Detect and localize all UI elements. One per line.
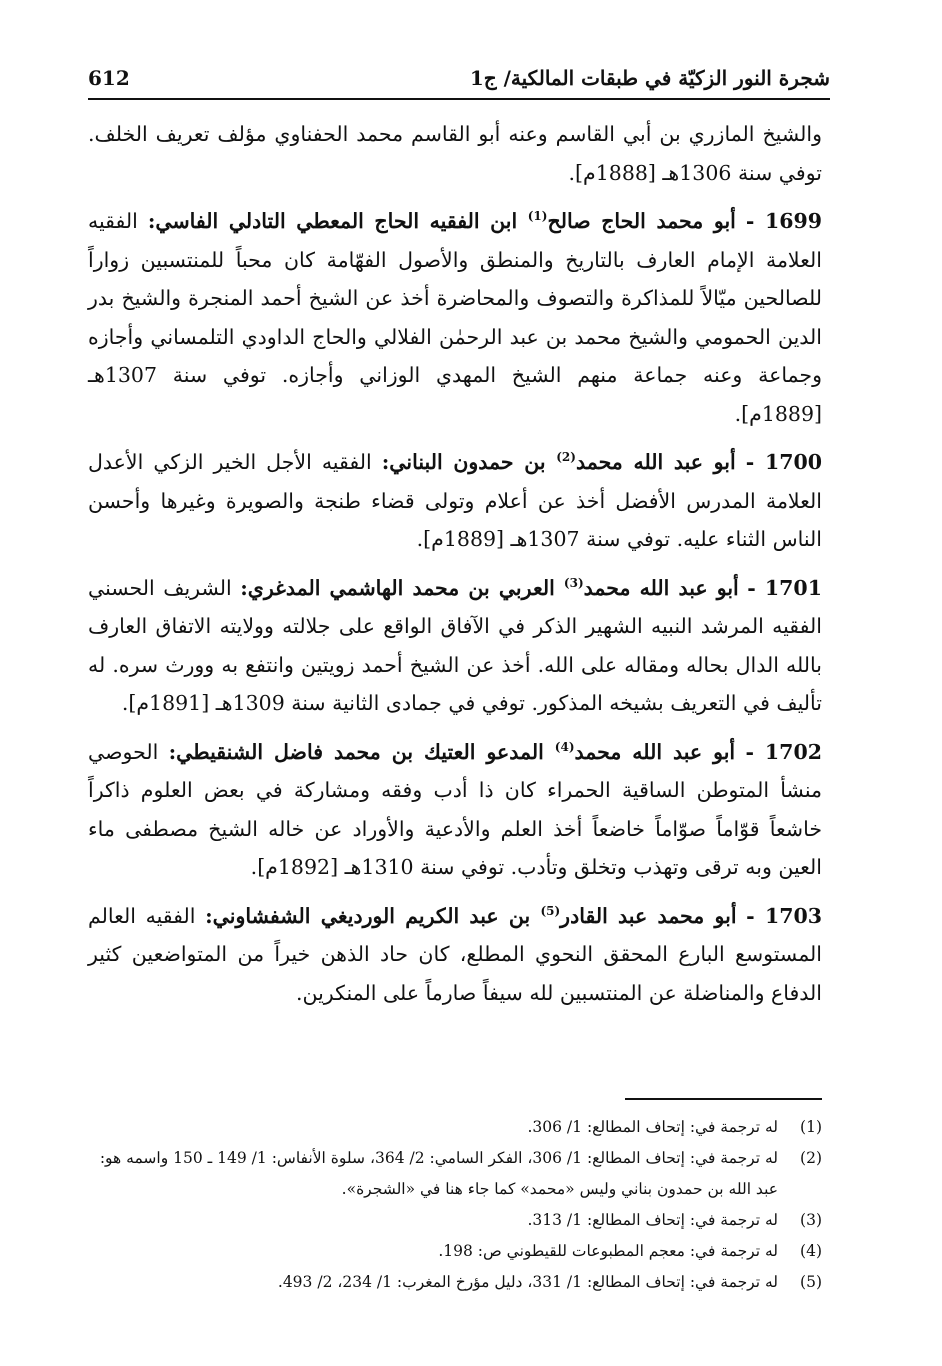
- entry-paragraph: [88, 569, 822, 723]
- entry-body: الشريف الحسني الفقيه المرشد النبيه الشهير الذكر في الآفاق الواقع على جلالته وولايته الاتفاق العارف بالله الدال بحاله ومقاله على الله. أخذ عن الشيخ أحمد زويتين وانتفع به وورث سره. له تأليف في التعريف بشيخه المذكور. توفي في جمادى الثانية سنة 1309هـ [1891م].: [88, 575, 822, 715]
- footnote-item: [88, 1205, 822, 1236]
- footnote-label: (1): [800, 1118, 822, 1136]
- entry-name: أبو محمد عبد القادر: [560, 903, 737, 928]
- entry-body: الفقيه العلامة الإمام العارف بالتاريخ والمنطق والأصول الفهّامة كان محباً للمنتسبين زواراً للصالحين ميّالاً للمذاكرة والتصوف والمحاضرة أخذ عن الشيخ أحمد المنجرة والشيخ بدر الدين الحمومي والشيخ محمد بن عبد الرحمٰن الفلالي والحاج الداودي التلمساني وأجازه وجماعة وعنه جماعة منهم الشيخ المهدي الوزاني وأجازه. توفي سنة 1307هـ [1889م].: [88, 209, 822, 426]
- footnote-reference[interactable]: (1): [527, 209, 548, 224]
- main-text: [88, 115, 822, 1022]
- footnote-reference[interactable]: (3): [563, 575, 584, 590]
- footnote-separator: [625, 1098, 822, 1100]
- entry-number: 1702 -: [745, 739, 822, 764]
- footnote-item: [88, 1236, 822, 1267]
- entry-name-continued: بن عبد الكريم الورديغي الشفشاوني:: [205, 903, 541, 928]
- entry-paragraph: [88, 443, 822, 559]
- entry-number: 1699 -: [745, 209, 823, 233]
- entry-name: أبو عبد الله محمد: [575, 450, 736, 474]
- footnote-item: [88, 1267, 822, 1298]
- entry-name: أبو عبد الله محمد: [574, 739, 736, 764]
- page-header: [88, 58, 830, 100]
- footnote-text: له ترجمة في: إتحاف المطالع: 1/ 306، الفكر السامي: 2/ 364، سلوة الأنفاس: 1/ 149 ـ 150 واسمه هو: عبد الله بن حمدون بناني وليس «محمد» كما جاء هنا في «الشجرة».: [99, 1149, 778, 1198]
- entry-name-continued: ابن الفقيه الحاج المعطي التادلي الفاسي:: [147, 209, 528, 233]
- footnote-text: له ترجمة في: إتحاف المطالع: 1/ 331، دليل مؤرخ المغرب: 1/ 234، 2/ 493.: [277, 1273, 778, 1291]
- entry-name-continued: المدعو العتيك بن محمد فاضل الشنقيطي:: [168, 739, 555, 764]
- entry-number: 1701 -: [747, 575, 822, 600]
- entry-number: 1703 -: [746, 903, 822, 928]
- footnote-item: [88, 1112, 822, 1143]
- entry-name: أبو محمد الحاج صالح: [547, 209, 736, 233]
- footnote-reference[interactable]: (4): [554, 739, 575, 754]
- running-title: شجرة النور الزكيّة في طبقات المالكية/ ج1: [469, 66, 830, 90]
- entry-name: أبو عبد الله محمد: [583, 575, 739, 600]
- footnote-label: (3): [800, 1211, 822, 1229]
- footnote-reference[interactable]: (5): [540, 903, 561, 918]
- footnote-text: له ترجمة في: معجم المطبوعات للقيطوني ص: 198.: [438, 1242, 778, 1260]
- entry-name-continued: العربي بن محمد الهاشمي المدغري:: [240, 575, 564, 600]
- footnote-text: له ترجمة في: إتحاف المطالع: 1/ 313.: [527, 1211, 778, 1229]
- intro-paragraph: والشيخ المازري بن أبي القاسم وعنه أبو القاسم محمد الحفناوي مؤلف تعريف الخلف. توفي سنة 1306هـ [1888م].: [88, 122, 822, 185]
- footnote-text: له ترجمة في: إتحاف المطالع: 1/ 306.: [527, 1118, 778, 1136]
- footnote-item: [88, 1143, 822, 1205]
- entry-body: الفقيه العالم المستوسع البارع المحقق النحوي المطلع، كان حاد الذهن خيراً من المتواضعين كثير الدفاع والمناضلة عن المنتسبين لله سيفاً صارماً على المنكرين.: [88, 903, 822, 1005]
- entry-name-continued: بن حمدون البناني:: [381, 450, 557, 474]
- entry-body: الحوصي منشأ المتوطن الساقية الحمراء كان ذا أدب وفقه ومشاركة في بعض العلوم ذاكراً خاشعاً قوّاماً صوّاماً خاضعاً أخذ العلم والأدعية والأوراد عن خاله الشيخ مصطفى ماء العين وبه ترقى وتهذب وتخلق وتأدب. توفي سنة 1310هـ [1892م].: [88, 739, 822, 879]
- page-number: 612: [88, 66, 130, 90]
- entry-body: الفقيه الأجل الخير الزكي الأعدل العلامة المدرس الأفضل أخذ عن أعلام وتولى قضاء طنجة والصويرة وغيرها وأحسن الناس الثناء عليه. توفي سنة 1307هـ [1889م].: [88, 450, 822, 551]
- footnote-reference[interactable]: (2): [556, 450, 576, 465]
- footnote-label: (4): [800, 1242, 822, 1260]
- entry-number: 1700 -: [745, 450, 822, 474]
- footnote-label: (5): [800, 1273, 822, 1291]
- footnotes: [88, 1112, 822, 1298]
- entry-paragraph: [88, 897, 822, 1013]
- entry-paragraph: [88, 733, 822, 887]
- entry-paragraph: [88, 202, 822, 433]
- footnote-label: (2): [800, 1149, 822, 1167]
